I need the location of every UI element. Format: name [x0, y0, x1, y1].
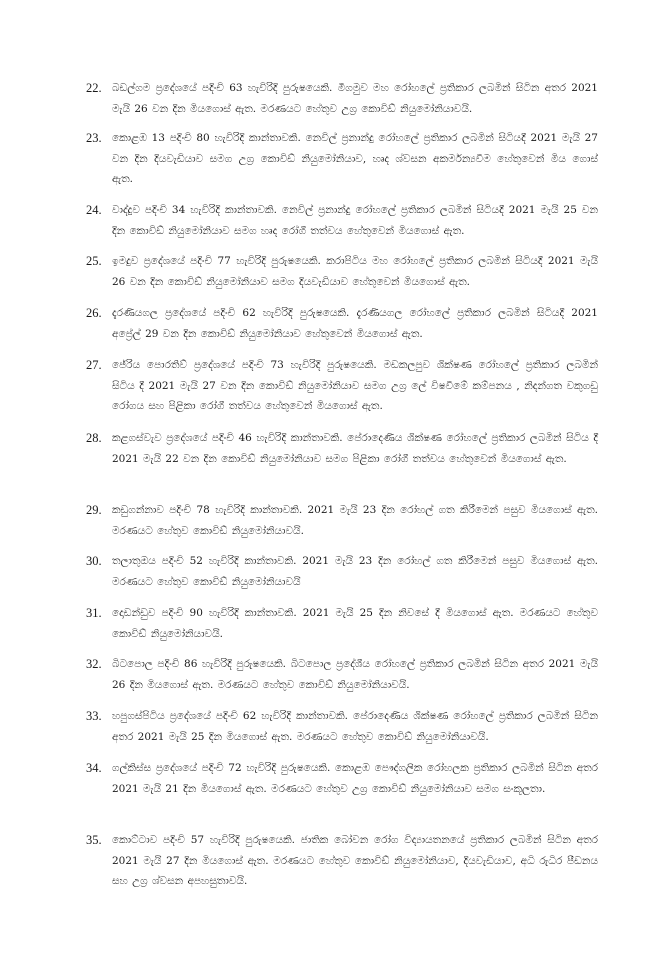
- item-number: 29.: [86, 503, 102, 517]
- item-number: 25.: [86, 254, 102, 268]
- item-number: 28.: [86, 431, 102, 445]
- item-text: ඉමදුව ප්‍රදේශයේ පදිංචි 77 හැවිරිදි පුරුෂයෙකි. කරාපිටිය මහ රෝහලේ ප්‍රතිකාර ලබමින් සිටියදී 2021 මැයි 26 වන දින කොවිඩ් නියුමෝනියාව සමග දියවැඩියාව හේතුවෙන් මියගොස් ඇත.: [112, 255, 598, 288]
- item-number: 34.: [86, 761, 102, 775]
- item-number: 35.: [86, 833, 102, 847]
- item-text: බඩල්ගම ප්‍රදේශයේ පදිංචි 63 හැවිරිදි පුරුෂයෙකි. මීගමුව මහ රෝහලේ ප්‍රතිකාර ලබමින් සිටින අතර 2021 මැයි 26 වන දින මියගොස් ඇත. මරණයට හේතුව උග්‍ර කොවිඩ් නියුමෝනියාවයි.: [112, 82, 598, 115]
- item-number: 32.: [86, 657, 102, 671]
- item-text: කඩුගන්නාව පදිංචි 78 හැවිරිදි කාන්තාවකි. 2021 මැයි 23 දින රෝහල් ගත කිරීමෙන් පසුව මියගොස් ඇත. මරණයට හේතුව කොවිඩ් නියුමෝනියාවයි.: [112, 504, 598, 537]
- item-text: දැරණියගල ප්‍රදේශයේ පදිංචි 62 හැවිරිදි පුරුෂයෙකි. දැරණියගල රෝහලේ ප්‍රතිකාර ලබමින් සිටියදී 2021 අප්‍රේල් 29 වන දින කොවිඩ් නියුමෝනියාව හේතුවෙන් මියගොස් ඇත.: [112, 307, 598, 340]
- item-number: 27.: [86, 358, 102, 372]
- item-text: කොට්ටාව පදිංචි 57 හැවිරිදි පුරුෂයෙකි. ජාතික බෝවන රෝග විද්‍යායතනයේ ප්‍රතිකාර ලබමින් සිටින අතර 2021 මැයි 27 දින මියගොස් ඇත. මරණයට හේතුව කොවිඩ් නියුමෝනියාව, දියවැඩියාව, අධි රුධිර පීඩනය සහ උග්‍ර ශ්වසන අපහසුතාවයි.: [112, 834, 598, 887]
- item-text: වාද්දුව පදිංචි 34 හැවිරිදි කාන්තාවකි. නෙවිල් ප්‍රනාන්දු රෝහලේ ප්‍රතිකාර ලබමින් සිටියදී 2021 මැයි 25 වන දින කොවිඩ් නියුමෝනියාව සමග හෘද රෝගී තත්වය හේතුවෙන් මියගොස් ඇත.: [112, 204, 598, 237]
- item-text: තලාතුඔය පදිංචි 52 හැවිරිදි කාන්තාවකි. 2021 මැයි 23 දින රෝහල් ගත කිරීමෙන් පසුව මියගොස් ඇත. මරණයට හේතුව කොවිඩ් නියුමෝනියාවයි: [112, 555, 598, 588]
- item-number: 26.: [86, 306, 102, 320]
- item-number: 31.: [86, 606, 102, 620]
- item-number: 30.: [86, 554, 102, 568]
- item-text: දොඩන්ඩුව පදිංචි 90 හැවිරිදි කාන්තාවකි. 2021 මැයි 25 දින නිවසේ දී මියගොස් ඇත. මරණයට හේතුව කොවිඩ් නියුමෝනියාවයි.: [112, 607, 598, 640]
- item-number: 33.: [86, 709, 102, 723]
- item-text: ගල්කිස්ස ප්‍රදේශයේ පදිංචි 72 හැවිරිදි පුරුෂයෙකි. කොළඹ පෞද්ගලික රෝහලක ප්‍රතිකාර ලබමින් සිටින අතර 2021 මැයි 21 දින මියගොස් ඇත. මරණයට හේතුව උග්‍ර කොවිඩ් නියුමෝනියාව සමග සංකූලතා.: [112, 762, 598, 795]
- item-text: ජේරිය පොරතිව් ප්‍රදේශයේ පදිංචි 73 හැවිරිදි පුරුෂයෙකි. මඩකලපුව ශික්ෂණ රෝහලේ ප්‍රතිකාර ලබමින් සිටිය දී 2021 මැයි 27 වන දින කොවිඩ් නියුමෝනියාව සමග උග්‍ර ලේ විෂවීමේ කම්පනය , නිදන්ගත වකුගඩු රෝගය සහ පිළිකා රෝගී තත්වය හේතුවෙන් මියගොස් ඇත.: [112, 359, 598, 412]
- item-number: 24.: [86, 203, 102, 217]
- item-text: කොළඹ 13 පදිංචි 80 හැවිරිදි කාන්තාවකි. නෙවිල් ප්‍රනාන්දු රෝහලේ ප්‍රතිකාර ලබමින් සිටියදී 2021 මැයි 27 වන දින දියවැඩියාව සමග උග්‍ර කොවිඩ් නියුමෝනියාව, හෘද ශ්වසන අකර්මන්‍යවීම හේතුවෙන් මිය ගොස් ඇත.: [112, 132, 598, 185]
- item-text: කළගස්වැව ප්‍රදේශයේ පදිංචි 46 හැවිරිදි කාන්තාවකි. පේරාදෙණිය ශික්ෂණ රෝහලේ ප්‍රතිකාර ලබමින් සිටිය දී 2021 මැයි 22 වන දින කොවිඩ් නියුමෝනියාව සමග පිළිකා රෝගී තත්වය හේතුවෙන් මියගොස් ඇත.: [112, 432, 598, 465]
- item-number: 23.: [86, 131, 102, 145]
- item-number: 22.: [86, 81, 102, 95]
- item-text: බිටපොල පදිංචි 86 හැවිරිදි පුරුෂයෙකි. බිටපොල ප්‍රදේශීය රෝහලේ ප්‍රතිකාර ලබමින් සිටින අතර 2021 මැයි 26 දින මියගොස් ඇත. මරණයට හේතුව කොවිඩ් නියුමෝනියාවයි.: [112, 658, 598, 691]
- item-text: හපුගස්පිටිය ප්‍රදේශයේ පදිංචි 62 හැවිරිදි කාන්තාවකි. පේරාදෙණිය ශික්ෂණ රෝහලේ ප්‍රතිකාර ලබමින් සිටින අතර 2021 මැයි 25 දින මියගොස් ඇත. මරණයට හේතුව කොවිඩ් නියුමෝනියාවයි.: [112, 710, 598, 743]
